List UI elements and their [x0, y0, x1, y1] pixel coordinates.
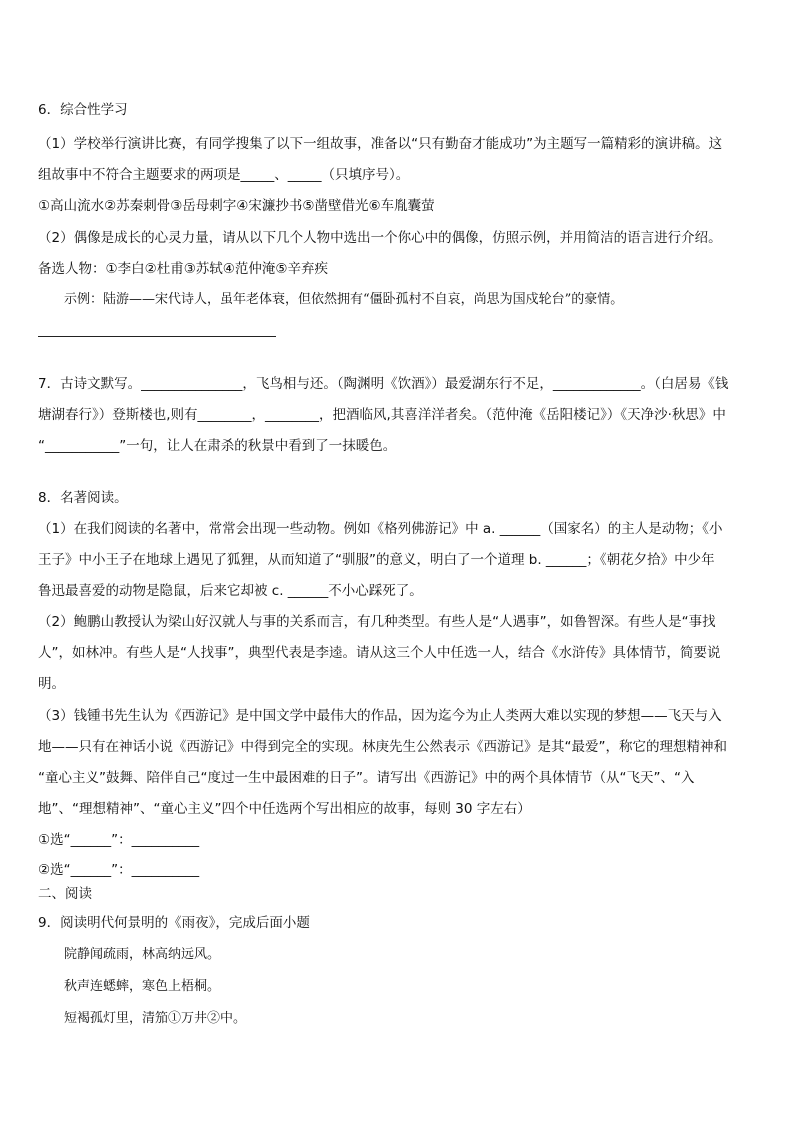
q6-part1-options: ①高山流水②苏秦刺骨③岳母刺字④宋濂抄书⑤凿壁借光⑥车胤囊萤 [38, 198, 435, 214]
q8-part2-line3: 明。 [38, 676, 65, 692]
q8-title: 8．名著阅读。 [38, 490, 128, 506]
answer-line [38, 336, 276, 337]
q7-line1: 7．古诗文默写。_______________，飞鸟相与还。（陶渊明《饮酒》）最爱湖东行不足，_____________。（白居易《钱 [38, 376, 729, 392]
q6-part1-line1: （1）学校举行演讲比赛，有同学搜集了以下一组故事，准备以“只有勤奋才能成功”为主题写一篇精彩的演讲稿。这 [38, 136, 723, 152]
q8-choice-1: ①选“______”：__________ [38, 832, 200, 848]
q8-part3-line4: 地”、“理想精神”、“童心主义”四个中任选两个写出相应的故事，每则 30 字左右） [38, 801, 531, 817]
q9-title: 9．阅读明代何景明的《雨夜》，完成后面小题 [38, 915, 310, 931]
q8-part3-line1: （3）钱锺书先生认为《西游记》是中国文学中最伟大的作品，因为迄今为止人类两大难以实现的梦想——飞天与入 [38, 708, 722, 724]
q6-title: 6．综合性学习 [38, 102, 128, 118]
poem-line-1: 院静闻疏雨，林高纳远风。 [64, 947, 221, 962]
q8-part3-line2: 地——只有在神话小说《西游记》中得到完全的实现。林庚先生公然表示《西游记》是其“最爱”，称它的理想精神和 [38, 739, 727, 755]
q6-part2-line1: （2）偶像是成长的心灵力量，请从以下几个人物中选出一个你心中的偶像，仿照示例，并用简洁的语言进行介绍。 [38, 230, 722, 246]
q8-part2-line1: （2）鲍鹏山教授认为梁山好汉就人与事的关系而言，有几种类型。有些人是“人遇事”，如鲁智深。有些人是“事找 [38, 614, 716, 630]
q7-line3: “___________”一句，让人在肃杀的秋景中看到了一抹暖色。 [38, 438, 397, 454]
poem-line-3: 短褐孤灯里，清笳①万井②中。 [64, 1011, 247, 1026]
q8-choice-2: ②选“______”：__________ [38, 862, 200, 878]
q8-part1-line3: 鲁迅最喜爱的动物是隐鼠，后来它却被 c. ______不小心踩死了。 [38, 583, 423, 599]
q8-part1-line2: 王子》中小王子在地球上遇见了狐狸，从而知道了“驯服”的意义，明白了一个道理 b. ______；《朝花夕拾》中少年 [38, 552, 715, 568]
q8-part2-line2: 人”，如林冲。有些人是“人找事”，典型代表是李逵。请从这三个人中任选一人，结合《水浒传》具体情节，简要说 [38, 645, 721, 661]
q8-part1-line1: （1）在我们阅读的名著中，常常会出现一些动物。例如《格列佛游记》中 a. ______（国家名）的主人是动物；《小 [38, 521, 723, 537]
q6-part2-candidates: 备选人物：①李白②杜甫③苏轼④范仲淹⑤辛弃疾 [38, 261, 329, 277]
poem-line-2: 秋声连蟋蟀，寒色上梧桐。 [64, 979, 221, 994]
q6-part1-line2: 组故事中不符合主题要求的两项是_____、_____（只填序号）。 [38, 167, 410, 183]
q8-part3-line3: “童心主义”鼓舞、陪伴自己“度过一生中最困难的日子”。请写出《西游记》中的两个具体情节（从“飞天”、“入 [38, 770, 695, 786]
q6-example: 示例：陆游——宋代诗人，虽年老体衰，但依然拥有“僵卧孤村不自哀，尚思为国戍轮台”的豪情。 [64, 292, 624, 307]
section-heading: 二、阅读 [38, 886, 92, 902]
q7-line2: 塘湖春行》）登斯楼也,则有________，________，把酒临风,其喜洋洋者矣。（范仲淹《岳阳楼记》）《天净沙·秋思》中 [38, 407, 726, 423]
